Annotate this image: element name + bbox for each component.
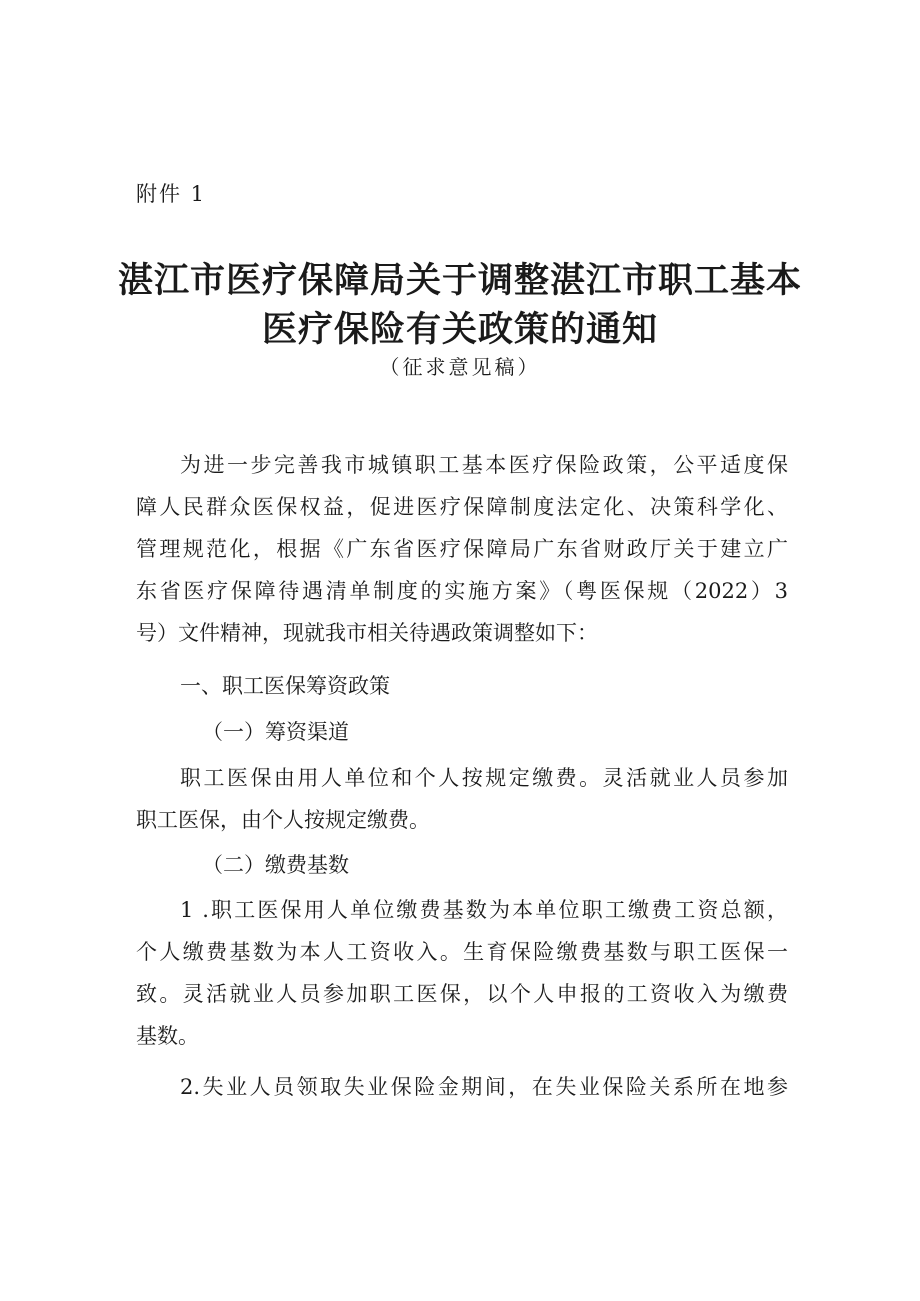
section-heading: 一、职工医保筹资政策 [180, 674, 390, 698]
body-line: 职工医保，由个人按规定缴费。 [136, 808, 430, 832]
body-line: 致。灵活就业人员参加职工医保，以个人申报的工资收入为缴费 [136, 982, 788, 1006]
body-line: 基数。 [136, 1024, 199, 1048]
body-line: 2.失业人员领取失业保险金期间，在失业保险关系所在地参 [180, 1075, 788, 1099]
intro-line: 号）文件精神，现就我市相关待遇政策调整如下： [136, 621, 598, 645]
intro-line: 管理规范化，根据《广东省医疗保障局广东省财政厅关于建立广 [136, 537, 788, 561]
subsection-heading: （二）缴费基数 [202, 853, 349, 877]
attachment-label: 附件 1 [136, 182, 207, 206]
document-title-line-1: 湛江市医疗保障局关于调整湛江市职工基本 [117, 261, 802, 301]
body-line: 职工医保由用人单位和个人按规定缴费。灵活就业人员参加 [180, 766, 788, 790]
subsection-heading: （一）筹资渠道 [202, 720, 349, 744]
intro-line: 障人民群众医保权益，促进医疗保障制度法定化、决策科学化、 [136, 495, 788, 519]
intro-line: 东省医疗保障待遇清单制度的实施方案》（粤医保规（2022）3 [136, 579, 788, 603]
intro-line: 为进一步完善我市城镇职工基本医疗保险政策，公平适度保 [180, 453, 788, 477]
body-line: 1 .职工医保用人单位缴费基数为本单位职工缴费工资总额， [180, 898, 788, 922]
draft-subtitle: （征求意见稿） [379, 355, 541, 379]
document-title-line-2: 医疗保险有关政策的通知 [261, 310, 658, 350]
body-line: 个人缴费基数为本人工资收入。生育保险缴费基数与职工医保一 [136, 940, 788, 964]
